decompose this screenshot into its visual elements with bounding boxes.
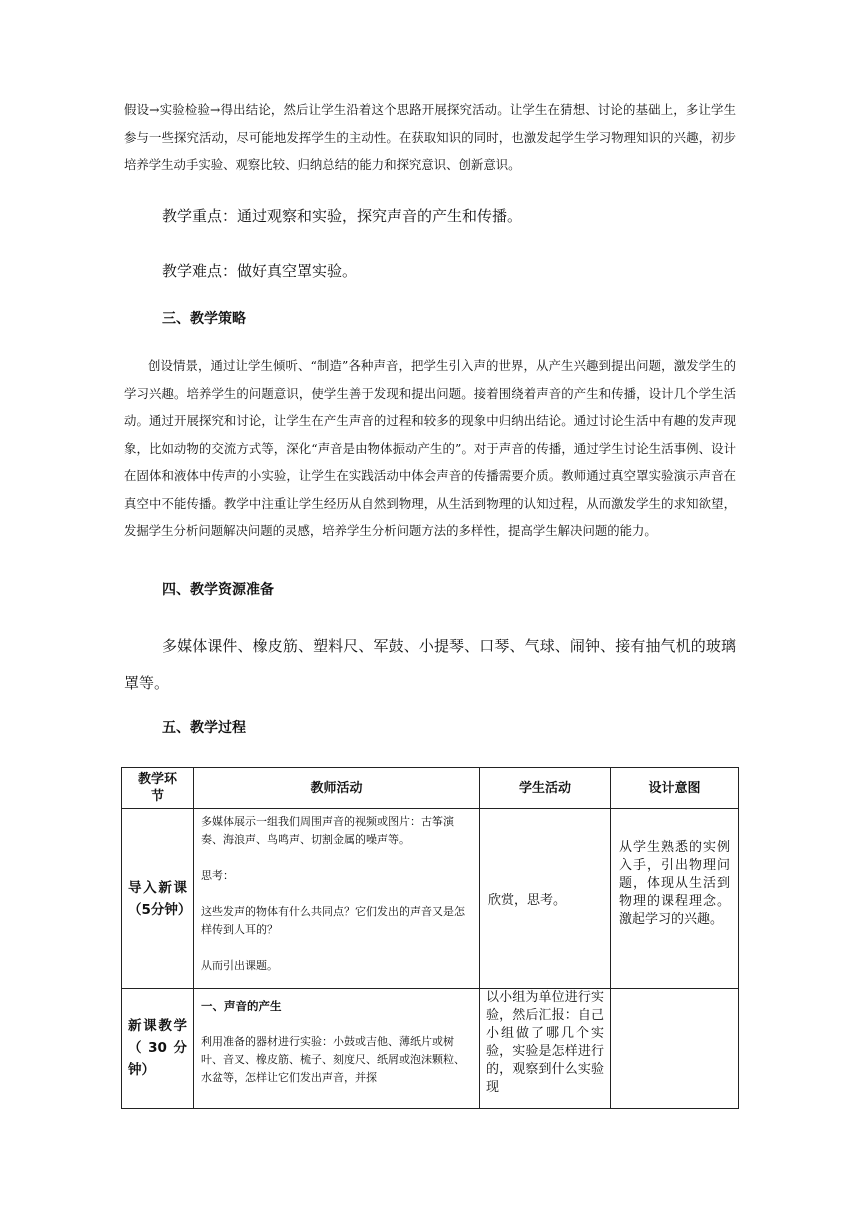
difficult-point: 教学难点：做好真空罩实验。	[162, 262, 358, 280]
header-teacher: 教师活动	[194, 768, 480, 809]
stage-cell: 新课教学（30分钟）	[122, 989, 194, 1109]
teacher-cell	[194, 989, 480, 1109]
section-4-heading: 四、教学资源准备	[162, 582, 274, 598]
header-student: 学生活动	[480, 768, 611, 809]
section-3-text: 创设情景，通过让学生倾听、“制造”各种声音，把学生引入声的世界，从产生兴趣到提出问题，激发学生的学习兴趣。培养学生的问题意识，使学生善于发现和提出问题。接着围绕着声音的产生和传播，设计几个学生活动。通过开展探究和讨论，让学生在产生声音的过程和较多的现象中归纳出结论。通过讨论生活中有趣的发声现象，比如动物的交流方式等，深化“声音是由物体振动产生的”。对于声音的传播，通过学生讨论生活事例、设计在固体和液体中传声的小实验，让学生在实践活动中体会声音的传播需要介质。教师通过真空罩实验演示声音在真空中不能传播。教学中注重让学生经历从自然到物理，从生活到物理的认知过程，从而激发学生的求知欲望，发掘学生分析问题解决问题的灵感，培养学生分析问题方法的多样性，提高学生解决问题的能力。	[124, 358, 736, 538]
key-point: 教学重点：通过观察和实验，探究声音的产生和传播。	[162, 207, 523, 225]
section-5-heading: 五、教学过程	[162, 720, 246, 736]
teacher-cell	[194, 809, 480, 989]
student-cell: 欣赏，思考。	[480, 809, 611, 989]
section-4-text: 多媒体课件、橡皮筋、塑料尺、军鼓、小提琴、口琴、气球、闹钟、接有抽气机的玻璃罩等。	[124, 637, 736, 692]
teaching-process-table	[121, 767, 739, 1109]
intro-paragraph: 假设→实验检验→得出结论，然后让学生沿着这个思路开展探究活动。让学生在猜想、讨论的基础上，多让学生参与一些探究活动，尽可能地发挥学生的主动性。在获取知识的同时，也激发起学生学习物理知识的兴趣，初步培养学生动手实验、观察比较、归纳总结的能力和探究意识、创新意识。	[124, 102, 736, 172]
stage-cell: 导入新课（5分钟）	[122, 809, 194, 989]
table-row	[122, 809, 739, 989]
student-cell: 以小组为单位进行实验，然后汇报：自己小组做了哪几个实验，实验是怎样进行的，观察到什么实验现	[480, 989, 611, 1109]
intent-cell	[611, 989, 739, 1109]
teacher-subheading: 一、声音的产生	[201, 999, 282, 1013]
teacher-text: 多媒体展示一组我们周围声音的视频或图片：古筝演奏、海浪声、鸟鸣声、切割金属的噪声等。	[201, 815, 454, 846]
intent-cell: 从学生熟悉的实例入手，引出物理问题，体现从生活到物理的课程理念。激起学习的兴趣。	[611, 809, 739, 989]
teacher-text: 从而引出课题。	[201, 959, 278, 972]
section-3-heading: 三、教学策略	[162, 311, 246, 327]
header-intent: 设计意图	[611, 768, 739, 809]
table-row	[122, 989, 739, 1109]
table-header-row	[122, 768, 739, 809]
teacher-text: 这些发声的物体有什么共同点？它们发出的声音又是怎样传到人耳的？	[201, 905, 465, 936]
teacher-text: 思考：	[201, 869, 234, 882]
teacher-text: 利用准备的器材进行实验：小鼓或吉他、薄纸片或树叶、音叉、橡皮筋、梳子、刻度尺、纸屑或泡沫颗粒、水盆等，怎样让它们发出声音，并探	[201, 1035, 465, 1084]
header-stage: 教学环节	[122, 768, 194, 809]
